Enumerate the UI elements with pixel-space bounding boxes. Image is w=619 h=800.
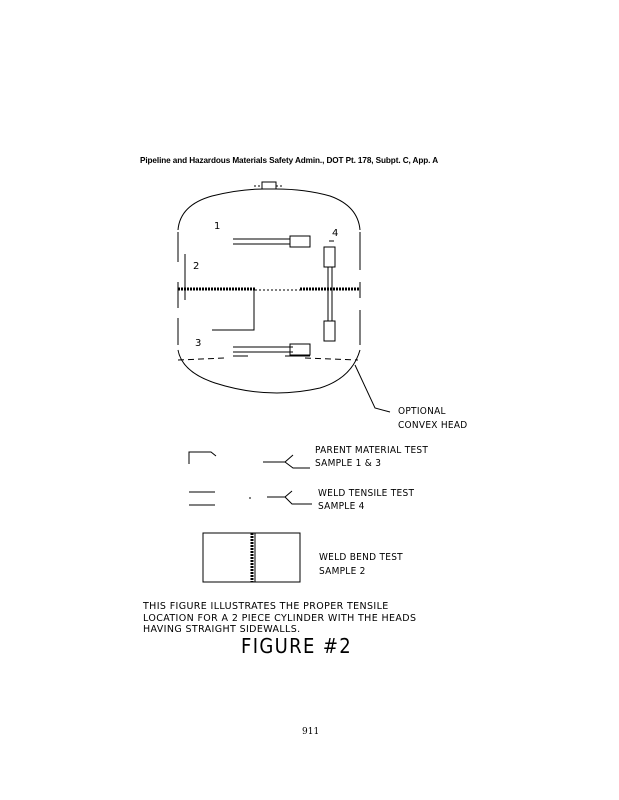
top-head-right — [276, 189, 360, 230]
sample-1-number: 1 — [214, 221, 221, 232]
sample-2-number: 2 — [193, 261, 200, 272]
caption-line-2: LOCATION FOR A 2 PIECE CYLINDER WITH THE HEADS — [143, 613, 417, 624]
optional-head-label-2: CONVEX HEAD — [398, 420, 468, 431]
parent-material-label: PARENT MATERIAL TEST — [315, 445, 429, 456]
caption-line-3: HAVING STRAIGHT SIDEWALLS. — [143, 624, 301, 635]
valve-icon — [262, 182, 276, 189]
sample-3-number: 3 — [195, 338, 202, 349]
weld-bend-label: WELD BEND TEST — [319, 552, 403, 563]
caption-line-1: THIS FIGURE ILLUSTRATES THE PROPER TENSILE — [143, 601, 389, 612]
page-header: Pipeline and Hazardous Materials Safety Admin., DOT Pt. 178, Subpt. C, App. A — [140, 156, 439, 165]
weld-tensile-label: WELD TENSILE TEST — [318, 488, 415, 499]
parent-sample-icon — [189, 452, 216, 464]
figure-title: FIGURE #2 — [241, 634, 353, 658]
top-head-left — [178, 189, 264, 230]
optional-head-label-1: OPTIONAL — [398, 406, 446, 417]
optional-head-leader — [355, 365, 390, 412]
bottom-convex-head — [178, 350, 360, 393]
weld-tensile-sample: SAMPLE 4 — [318, 501, 365, 512]
weld-bend-sample: SAMPLE 2 — [319, 566, 366, 577]
sample-4-number: 4 — [332, 228, 339, 239]
page-number: 911 — [302, 727, 320, 737]
parent-material-sample: SAMPLE 1 & 3 — [315, 458, 382, 469]
